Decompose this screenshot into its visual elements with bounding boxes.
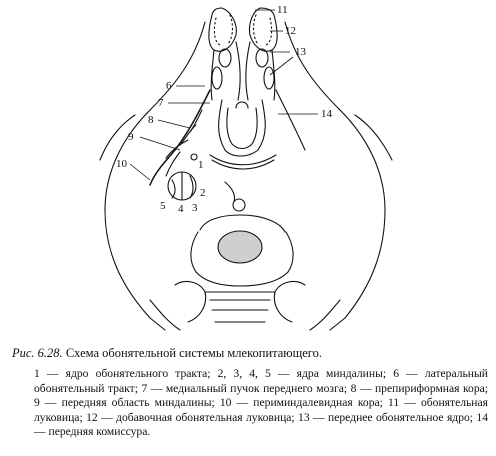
label-13: 13 — [295, 46, 306, 58]
anterior-commissure — [210, 155, 276, 165]
figure-title-line — [12, 346, 488, 361]
label-12: 12 — [285, 25, 296, 37]
label-11: 11 — [277, 4, 288, 16]
label-7: 7 — [158, 97, 164, 109]
hypophysis — [218, 231, 262, 263]
figure-label: Рис. 6.28. — [12, 346, 63, 360]
label-6: 6 — [166, 80, 172, 92]
figure-caption — [12, 346, 488, 440]
label-14: 14 — [321, 108, 332, 120]
label-2: 2 — [200, 187, 206, 199]
label-3: 3 — [192, 202, 198, 214]
label-1: 1 — [198, 159, 204, 171]
label-4: 4 — [178, 203, 184, 215]
figure-title: Схема обонятельной системы млекопитающего. — [65, 346, 322, 360]
figure-legend: 1 — ядро обонятельного тракта; 2, 3, 4, 5 — ядра миндалины; 6 — латеральный обонятельный тракт; 7 — медиальный пучок переднего мозга; 8 — препириформная кора; 9 — передняя область миндалины; 10 — периминдалевидная кора; 11 — обонятельная луковица; 12 — добавочная обонятельная луковица; 13 — переднее обонятельное ядро; 14 — передняя комиссура. — [34, 367, 488, 439]
label-10: 10 — [116, 158, 127, 170]
label-9: 9 — [128, 131, 134, 143]
label-8: 8 — [148, 114, 154, 126]
label-5: 5 — [160, 200, 166, 212]
